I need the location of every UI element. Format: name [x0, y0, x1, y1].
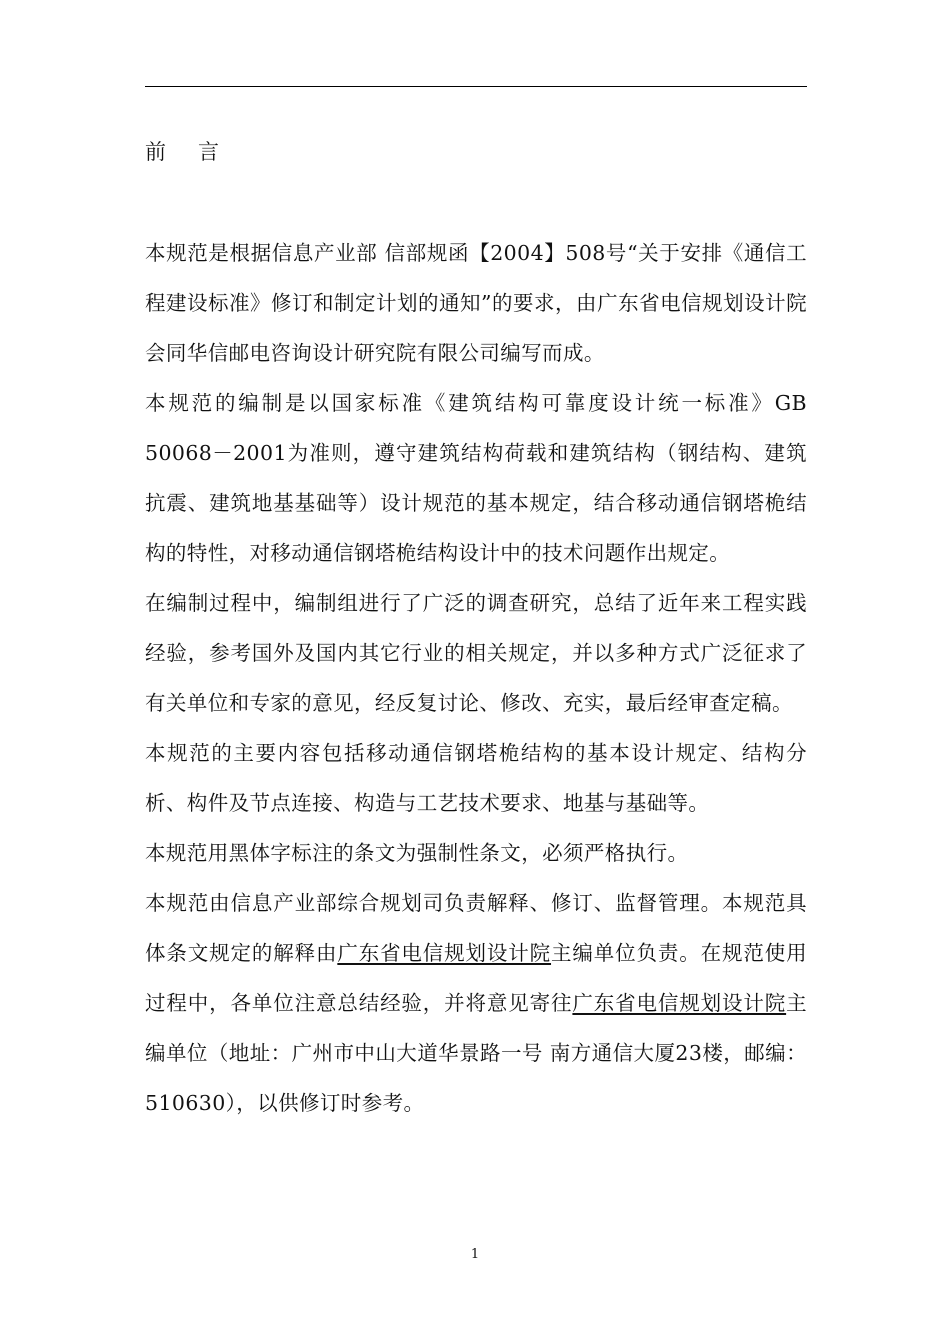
organization-name-underlined: 广东省电信规划设计院: [337, 941, 552, 965]
paragraph-mandatory: 本规范用黑体字标注的条文为强制性条文，必须严格执行。: [145, 841, 689, 865]
document-body: [145, 228, 807, 1128]
paragraph-basis: 本规范的编制是以国家标准《建筑结构可靠度设计统一标准》GB 50068－2001为准则，遵守建筑结构荷载和建筑结构（钢结构、建筑抗震、建筑地基基础等）设计规范的基本规定，结合移动通信钢塔桅结构的特性，对移动通信钢塔桅结构设计中的技术问题作出规定。: [145, 391, 807, 565]
paragraph-process: 在编制过程中，编制组进行了广泛的调查研究，总结了近年来工程实践经验，参考国外及国内其它行业的相关规定，并以多种方式广泛征求了有关单位和专家的意见，经反复讨论、修改、充实，最后经审查定稿。: [145, 591, 807, 715]
page-number: 1: [470, 1247, 480, 1262]
paragraph-origin: 本规范是根据信息产业部 信部规函【2004】508号“关于安排《通信工程建设标准》修订和制定计划的通知”的要求，由广东省电信规划设计院会同华信邮电咨询设计研究院有限公司编写而成。: [145, 241, 807, 365]
organization-name-underlined: 广东省电信规划设计院: [572, 991, 787, 1015]
interpretation-text-3: 主编单位（地址：广州市中山大道华景路一号 南方通信大厦23楼，邮编：510630），以供修订时参考。: [145, 991, 808, 1115]
paragraph-interpretation: [145, 878, 807, 1128]
section-heading: 前言: [145, 140, 251, 164]
interpretation-text-1: 本规范由信息产业部综合规划司负责解释、修订、监督管理。本规范具体条文规定的解释由: [145, 891, 807, 965]
header-rule: [145, 86, 807, 87]
interpretation-text-2: 主编单位负责。在规范使用过程中，各单位注意总结经验，并将意见寄往: [145, 941, 807, 1015]
paragraph-contents: 本规范的主要内容包括移动通信钢塔桅结构的基本设计规定、结构分析、构件及节点连接、构造与工艺技术要求、地基与基础等。: [145, 741, 807, 815]
